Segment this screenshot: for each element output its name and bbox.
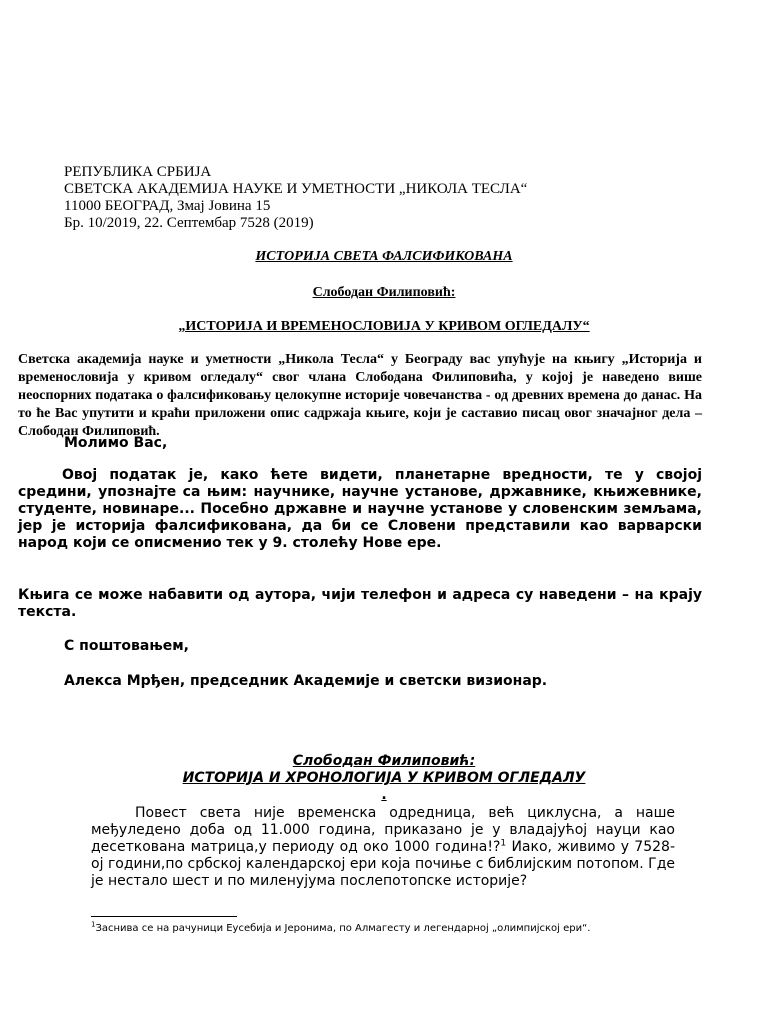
letterhead-country: РЕПУБЛИКА СРБИЈА xyxy=(64,164,212,180)
intro-paragraph: Светска академија науке и уметности „Никола Тесла“ у Београду вас упућује на књигу „Историја и временословија у кривом огледалу“ свог члана Слободана Филиповића, у којој је наведено више неоспорних података о фалсификовању целокупне историје човечанства - од древних времена до данас. На то ће Вас упутити и краћи приложени опис садржаја књиге, који је саставио писац овог значајног дела – Слободан Филиповић. xyxy=(18,352,702,439)
signature-line: Алекса Мрђен, председник Академије и светски визионар. xyxy=(64,673,548,689)
letterhead-reference: Бр. 10/2019, 22. Септембар 7528 (2019) xyxy=(64,215,314,231)
body-paragraph xyxy=(18,467,702,552)
body-text: Овој податак је, како ћете видети, планетарне вредности, те у својој средини, упознајте са њим: научнике, научне установе, државнике, књижевнике, студенте, новинаре... Посебно државне и научне установе у словенским земљама, јер је историја фалсификована, да би се Словени представили као варварски народ који се описменио тек у 9. столећу Нове ере. xyxy=(18,467,702,551)
section-text-part2: Иако, живимо у 7528-ој години,по србској календарској ери која почиње с библијским потопом. Где је нестало шест и по миленујума послепотопске историје? xyxy=(91,839,675,889)
author-heading: Слободан Филиповић: xyxy=(312,285,456,300)
letterhead-address: 11000 БЕОГРАД, Змај Јовина 15 xyxy=(64,198,271,214)
section-title: ИСТОРИЈА И ХРОНОЛОГИЈА У КРИВОМ ОГЛЕДАЛУ xyxy=(182,770,586,786)
section-title-dot: . xyxy=(381,787,387,803)
availability-paragraph: Књига се може набавити од аутора, чији телефон и адреса су наведени – на крају текста. xyxy=(18,587,702,620)
closing-regards: С поштовањем, xyxy=(64,638,189,654)
section-text-part1: Повест света није временска одредница, већ циклусна, а наше међуледено доба од 11.000 година, приказано је у владајућој науци као десеткована матрица,у периоду од око 1000 година!? xyxy=(91,805,675,855)
letterhead xyxy=(64,164,527,232)
section-author: Слободан Филиповић: xyxy=(292,753,476,769)
section-paragraph xyxy=(91,805,675,890)
footnote-text: Заснива се на рачуници Еусебија и Јеронима, по Алмагесту и легендарној „олимпијској ери“. xyxy=(95,923,591,934)
footnote-separator xyxy=(91,916,237,917)
footnote-number: 1 xyxy=(91,920,96,929)
book-title-heading: „ИСТОРИЈА И ВРЕМЕНОСЛОВИЈА У КРИВОМ ОГЛЕДАЛУ“ xyxy=(178,319,590,334)
footnote-reference[interactable]: 1 xyxy=(500,838,507,849)
letterhead-academy: СВЕТСКА АКАДЕМИЈА НАУКЕ И УМЕТНОСТИ „НИКОЛА ТЕСЛА“ xyxy=(64,181,528,197)
document-title: ИСТОРИЈА СВЕТА ФАЛСИФИКОВАНА xyxy=(255,249,513,264)
footnote xyxy=(91,922,590,935)
greeting: Молимо Вас, xyxy=(64,435,168,451)
